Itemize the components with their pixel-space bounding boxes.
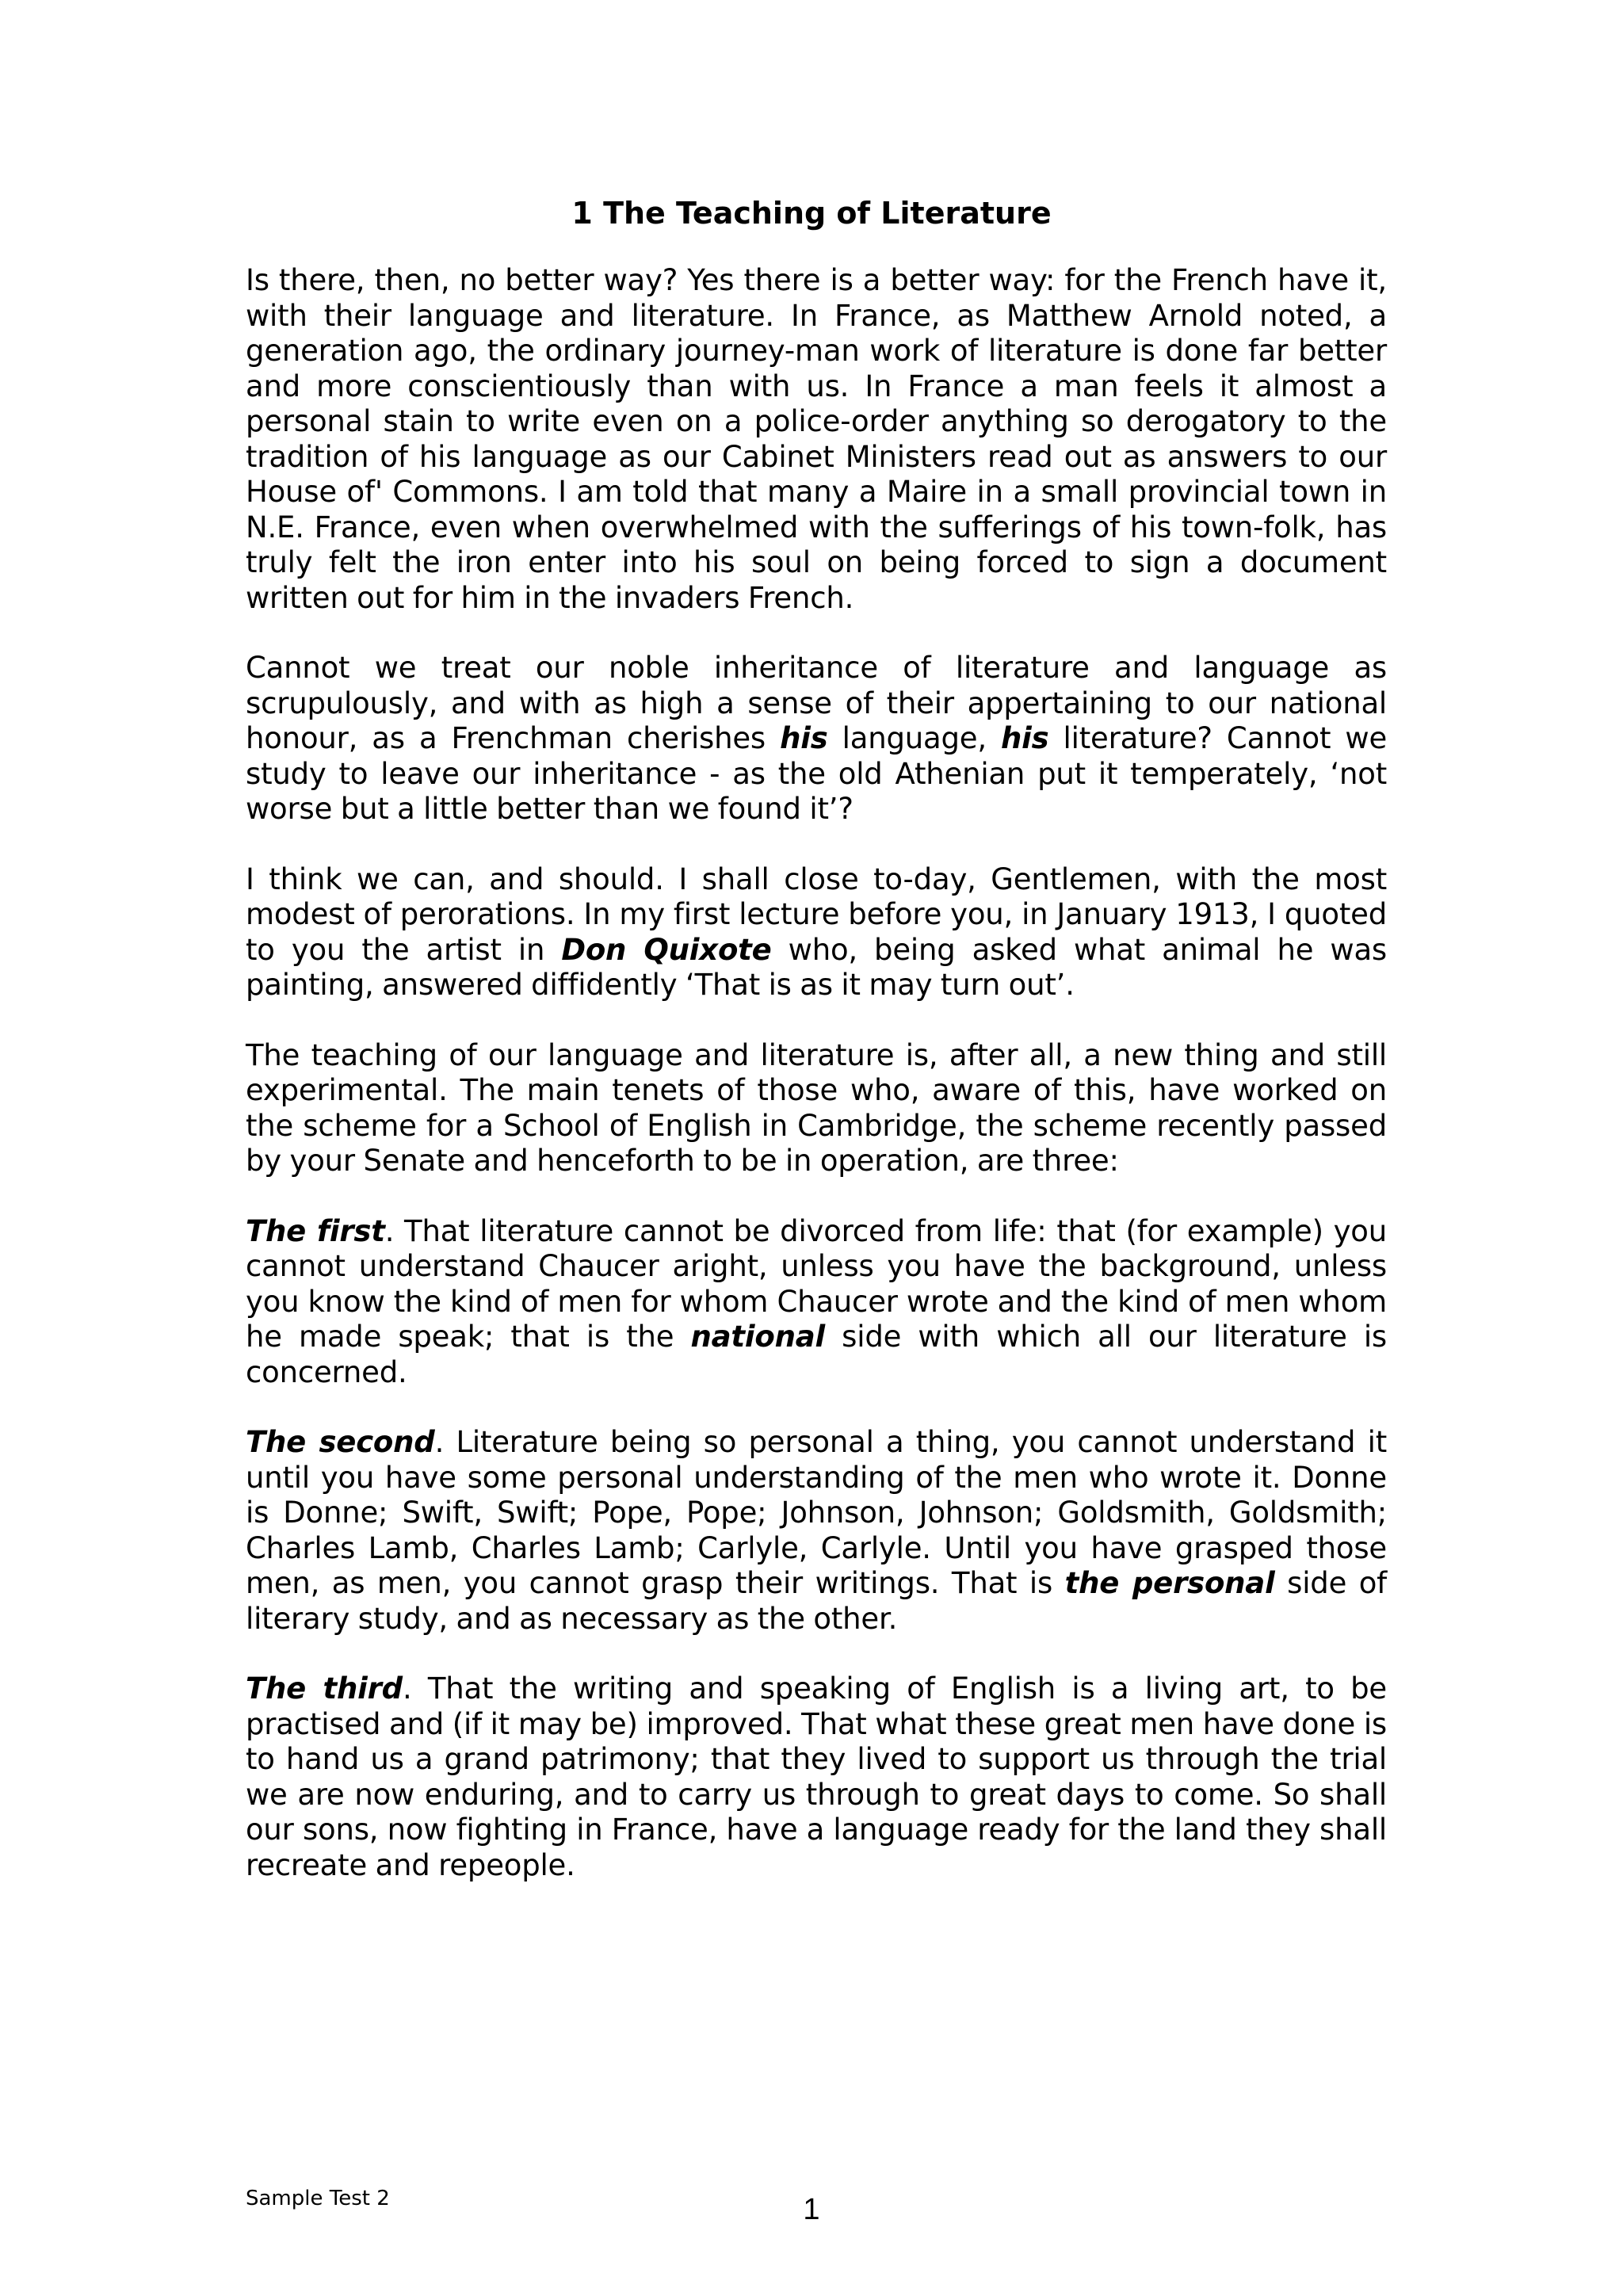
page-title: 1 The Teaching of Literature (571, 196, 1052, 231)
paragraph-2-text-a: Cannot we treat our noble inheritance of literature and language as scrupulously, and with as high a sense of their appertaining to our national honour, as a Frenchman cherishes (246, 651, 1387, 755)
emphasis-don-quixote: Don Quixote (561, 932, 772, 967)
paragraph-6-text-d: side of literary study, and as necessary as the other. (246, 1566, 1387, 1636)
paragraph-5 (246, 1214, 1387, 1391)
paragraph-7 (246, 1671, 1387, 1883)
emphasis-his-2: his (1001, 721, 1049, 755)
heading-the-first: The first (246, 1213, 385, 1248)
footer-document-label: Sample Test 2 (246, 2187, 390, 2210)
paragraph-6 (246, 1425, 1387, 1637)
paragraph-2-text-e: literature? Cannot we study to leave our inheritance - as the old Athenian put it temperately, ‘not worse but a little better than we found it’? (246, 721, 1388, 826)
document-body (246, 263, 1387, 1918)
emphasis-the-personal: the personal (1064, 1566, 1275, 1600)
paragraph-3-text-a: I think we can, and should. I shall close to-day, Gentlemen, with the most modest of perorations. In my first lecture before you, in January 1913, I quoted to you the artist in (246, 861, 1387, 967)
heading-the-second: The second (246, 1425, 435, 1459)
paragraph-2-text-c: language, (827, 721, 1001, 755)
paragraph-5-text-d: side with which all our literature is concerned. (246, 1320, 1387, 1389)
paragraph-4: The teaching of our language and literature is, after all, a new thing and still experimental. The main tenets of those who, aware of this, have worked on the scheme for a School of English in Cambridge, the scheme recently passed by your Senate and henceforth to be in operation, are three: (246, 1037, 1387, 1178)
heading-the-third: The third (246, 1671, 403, 1706)
paragraph-6-text-b: . Literature being so personal a thing, you cannot understand it until you have some personal understanding of the men who wrote it. Donne is Donne; Swift, Swift; Pope, Pope; Johnson, Johnson; Goldsmith, Goldsmith; Charles Lamb, Charles Lamb; Carlyle, Carlyle. Until you have grasped those men, as men, you cannot grasp their writings. That is (246, 1425, 1387, 1600)
emphasis-his-1: his (780, 721, 828, 755)
page-number: 1 (803, 2193, 820, 2226)
paragraph-3-text-c: who, being asked what animal he was painting, answered diffidently ‘That is as it may turn out’. (246, 932, 1387, 1002)
paragraph-2 (246, 651, 1387, 827)
emphasis-national: national (690, 1320, 825, 1354)
paragraph-5-text-b: . That literature cannot be divorced from life: that (for example) you cannot understand Chaucer aright, unless you have the background, unless you know the kind of men for whom Chaucer wrote and the kind of men whom he made speak; that is the (246, 1213, 1387, 1354)
paragraph-1: Is there, then, no better way? Yes there is a better way: for the French have it, with their language and literature. In France, as Matthew Arnold noted, a generation ago, the ordinary journey-man work of literature is done far better and more conscientiously than with us. In France a man feels it almost a personal stain to write even on a police-order anything so derogatory to the tradition of his language as our Cabinet Ministers read out as answers to our House of' Commons. I am told that many a Maire in a small provincial town in N.E. France, even when overwhelmed with the sufferings of his town-folk, has truly felt the iron enter into his soul on being forced to sign a document written out for him in the invaders French. (246, 263, 1387, 615)
paragraph-7-text-b: . That the writing and speaking of English is a living art, to be practised and (if it may be) improved. That what these great men have done is to hand us a grand patrimony; that they lived to support us through the trial we are now enduring, and to carry us through to great days to come. So shall our sons, now fighting in France, have a language ready for the land they shall recreate and repeople. (246, 1671, 1387, 1882)
paragraph-3 (246, 862, 1387, 1003)
